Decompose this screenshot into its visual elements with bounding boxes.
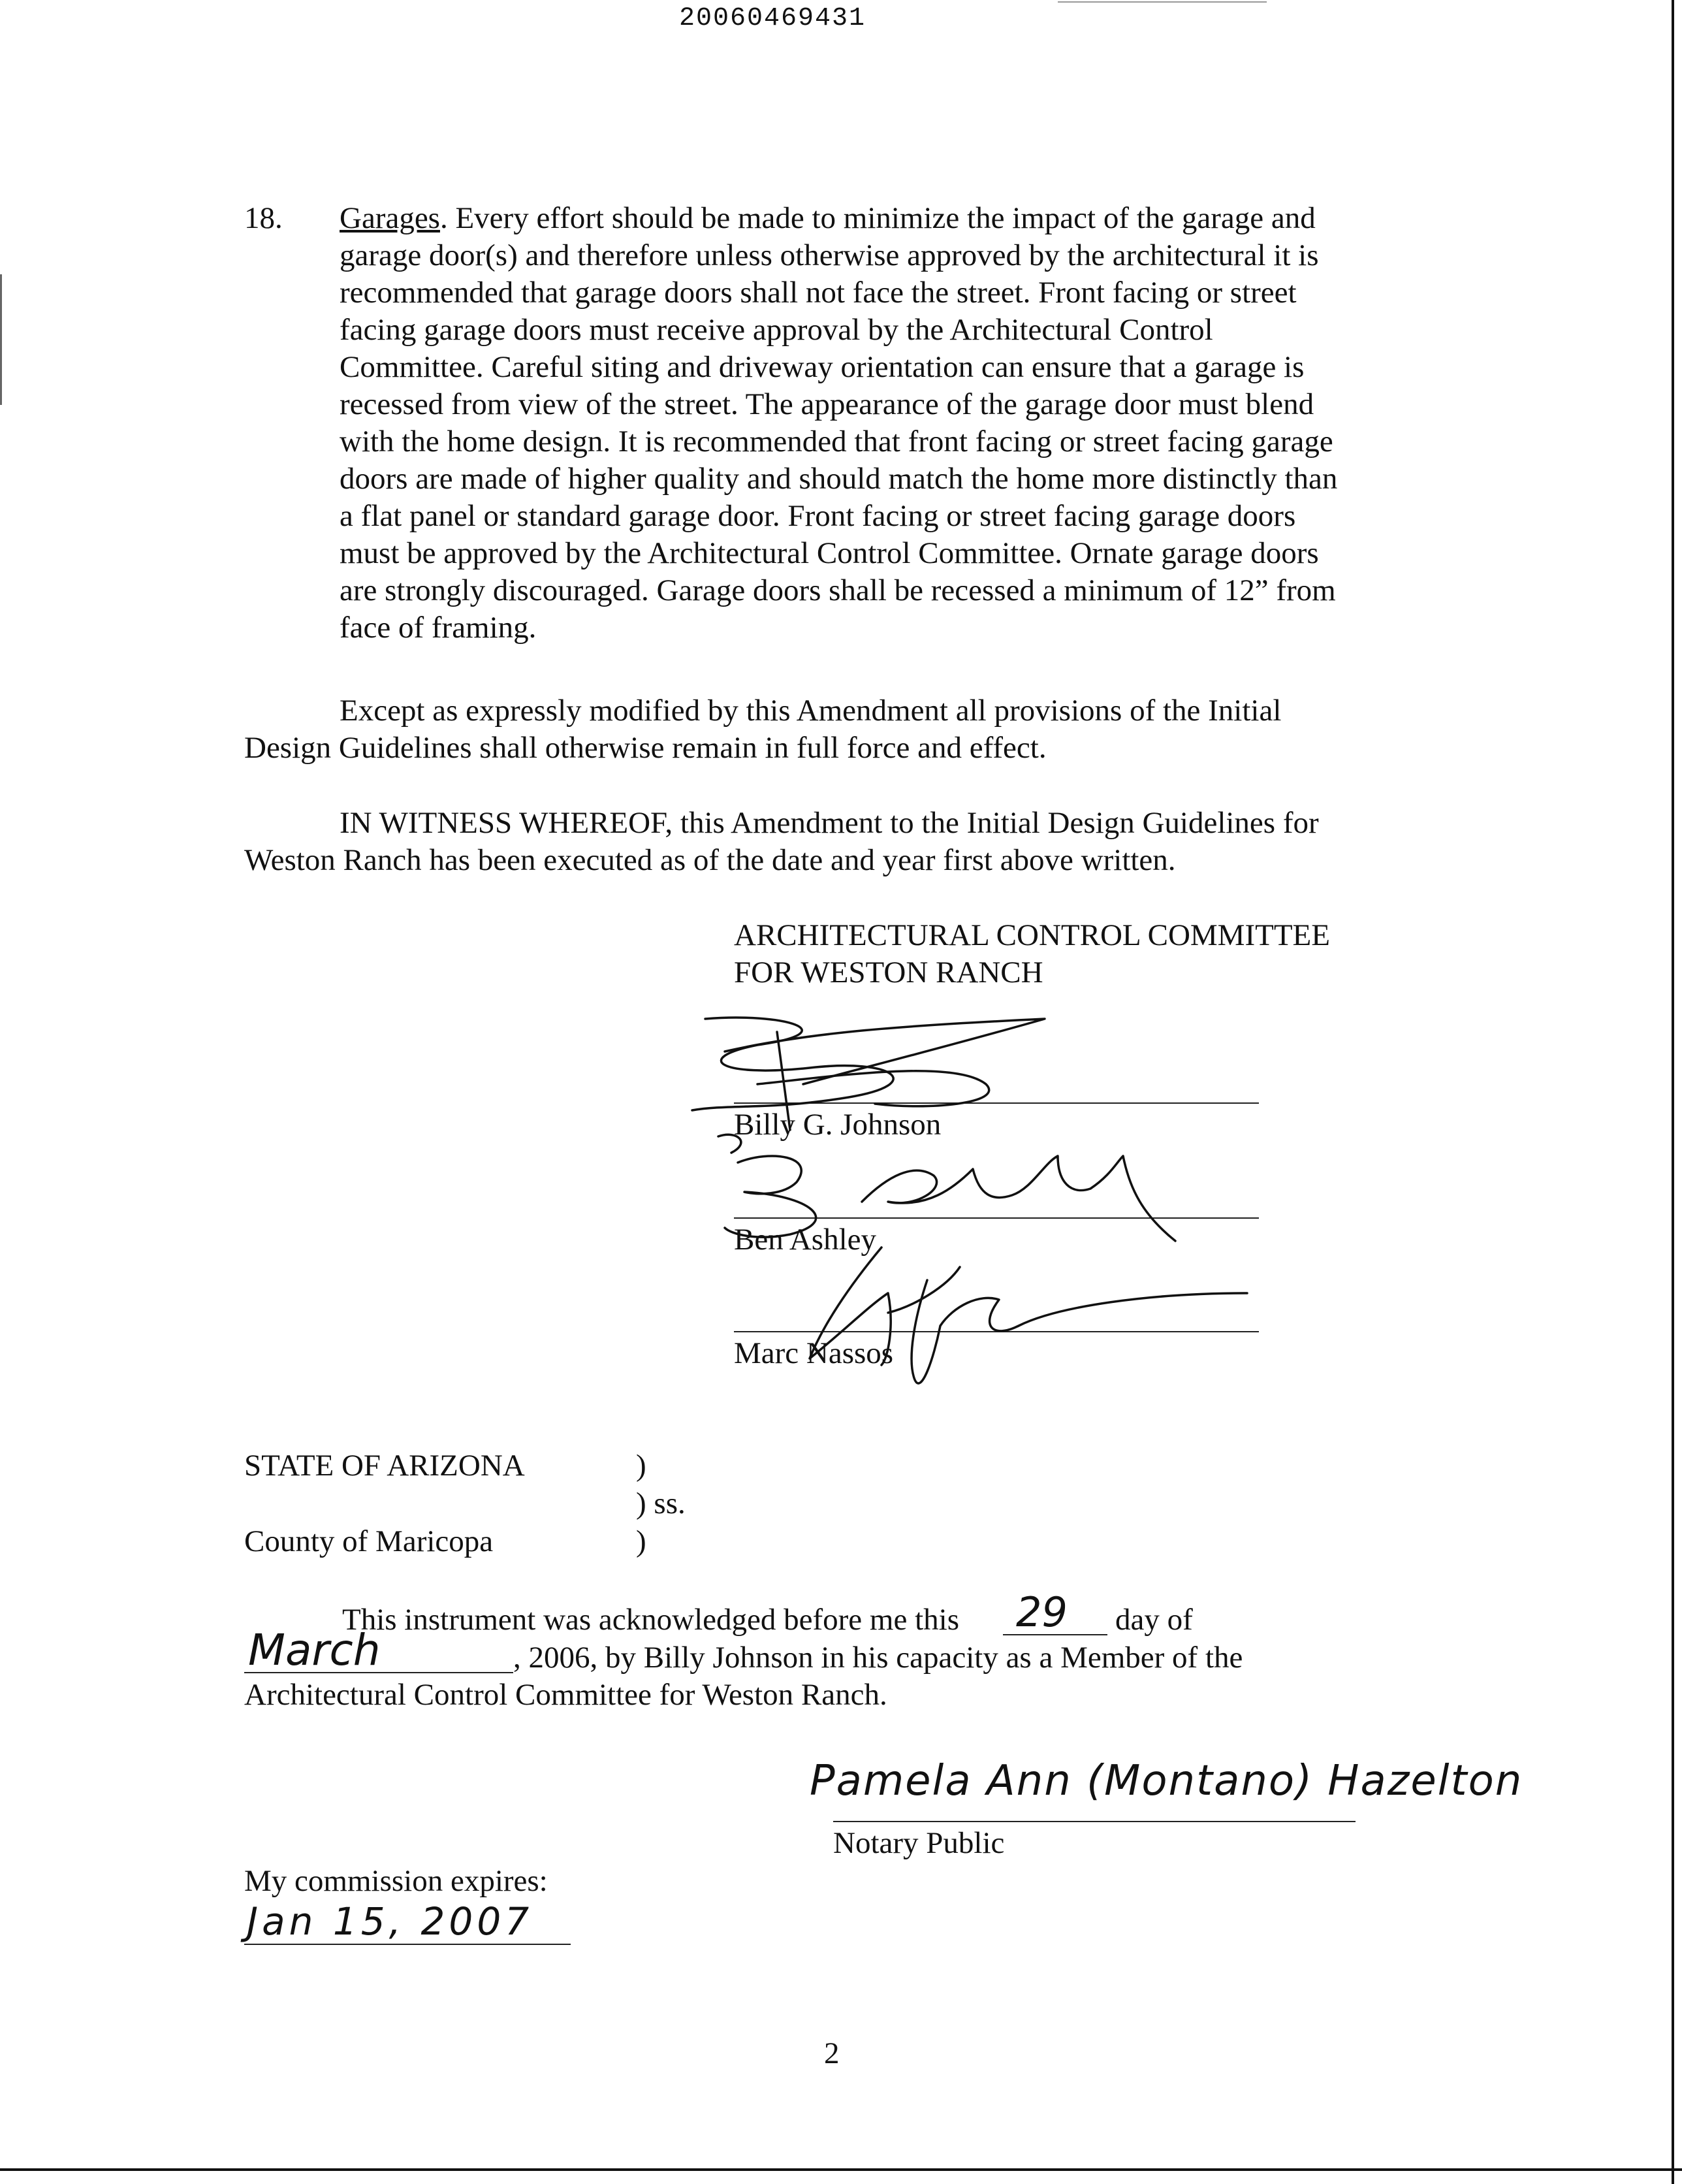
venue-paren-1: ) <box>636 1449 646 1483</box>
ack-month-handwritten: March <box>248 1625 381 1675</box>
section-18-line: facing garage doors must receive approval by the Architectural Control <box>340 313 1213 347</box>
venue-paren-3: ) <box>636 1524 646 1558</box>
section-18-line: recommended that garage doors shall not face the street. Front facing or street <box>340 276 1297 310</box>
section-18-line: must be approved by the Architectural Control Committee. Ornate garage doors <box>340 536 1319 570</box>
header-rule-fragment <box>1058 1 1267 3</box>
section-heading: Garages <box>340 201 440 235</box>
section-18-line: are strongly discouraged. Garage doors shall be recessed a minimum of 12” from <box>340 573 1336 607</box>
page-number: 2 <box>824 2036 840 2070</box>
section-18-line: a flat panel or standard garage door. Front facing or street facing garage doors <box>340 499 1296 533</box>
committee-heading-2: FOR WESTON RANCH <box>734 956 1043 989</box>
section-number: 18. <box>244 201 283 235</box>
except-line-1: Except as expressly modified by this Amendment all provisions of the Initial <box>340 694 1282 728</box>
section-18-line: recessed from view of the street. The appearance of the garage door must blend <box>340 387 1314 421</box>
ack-line-3: Architectural Control Committee for Weston Ranch. <box>244 1678 887 1712</box>
scan-border-bottom <box>0 2168 1682 2171</box>
signer-name-nassos: Marc Nassos <box>734 1336 894 1370</box>
section-18-line-1: Garages. Every effort should be made to minimize the impact of the garage and <box>340 201 1316 235</box>
venue-county: County of Maricopa <box>244 1524 494 1558</box>
section-18-line: with the home design. It is recommended that front facing or street facing garage <box>340 425 1333 458</box>
document-number: 20060469431 <box>679 4 866 33</box>
notary-signature-line <box>833 1821 1356 1822</box>
section-18-line: doors are made of higher quality and should match the home more distinctly than <box>340 462 1338 496</box>
commission-label: My commission expires: <box>244 1864 548 1898</box>
section-18-line: Committee. Careful siting and driveway orientation can ensure that a garage is <box>340 350 1305 384</box>
signer-name-johnson: Billy G. Johnson <box>734 1108 942 1142</box>
committee-heading-1: ARCHITECTURAL CONTROL COMMITTEE <box>734 918 1330 952</box>
signer-name-ashley: Ben Ashley <box>734 1223 877 1257</box>
venue-ss: ) ss. <box>636 1486 686 1520</box>
witness-line-2: Weston Ranch has been executed as of the date and year first above written. <box>244 843 1176 877</box>
ack-day-handwritten: 29 <box>1016 1588 1068 1636</box>
commission-date-line <box>244 1944 571 1945</box>
witness-line-1: IN WITNESS WHEREOF, this Amendment to the Initial Design Guidelines for <box>340 806 1319 840</box>
commission-date-handwritten: Jan 15, 2007 <box>247 1899 533 1944</box>
section-18-line: face of framing. <box>340 611 537 645</box>
section-18-line: garage door(s) and therefore unless otherwise approved by the architectural it is <box>340 238 1319 272</box>
signature-nassos <box>784 1228 1254 1411</box>
ack-line-1-end: day of <box>1115 1603 1193 1637</box>
notary-title: Notary Public <box>833 1826 1005 1860</box>
scan-border-right <box>1672 0 1674 2184</box>
scan-border-left-fragment <box>0 274 2 405</box>
section-18-body <box>340 200 1337 647</box>
notary-signature: Pamela Ann (Montano) Hazelton <box>810 1757 1523 1805</box>
ack-line-2-rest: , 2006, by Billy Johnson in his capacity as a Member of the <box>513 1641 1243 1675</box>
ack-line-1-start: This instrument was acknowledged before me this <box>342 1603 959 1637</box>
venue-state: STATE OF ARIZONA <box>244 1449 525 1483</box>
except-line-2: Design Guidelines shall otherwise remain in full force and effect. <box>244 731 1047 765</box>
